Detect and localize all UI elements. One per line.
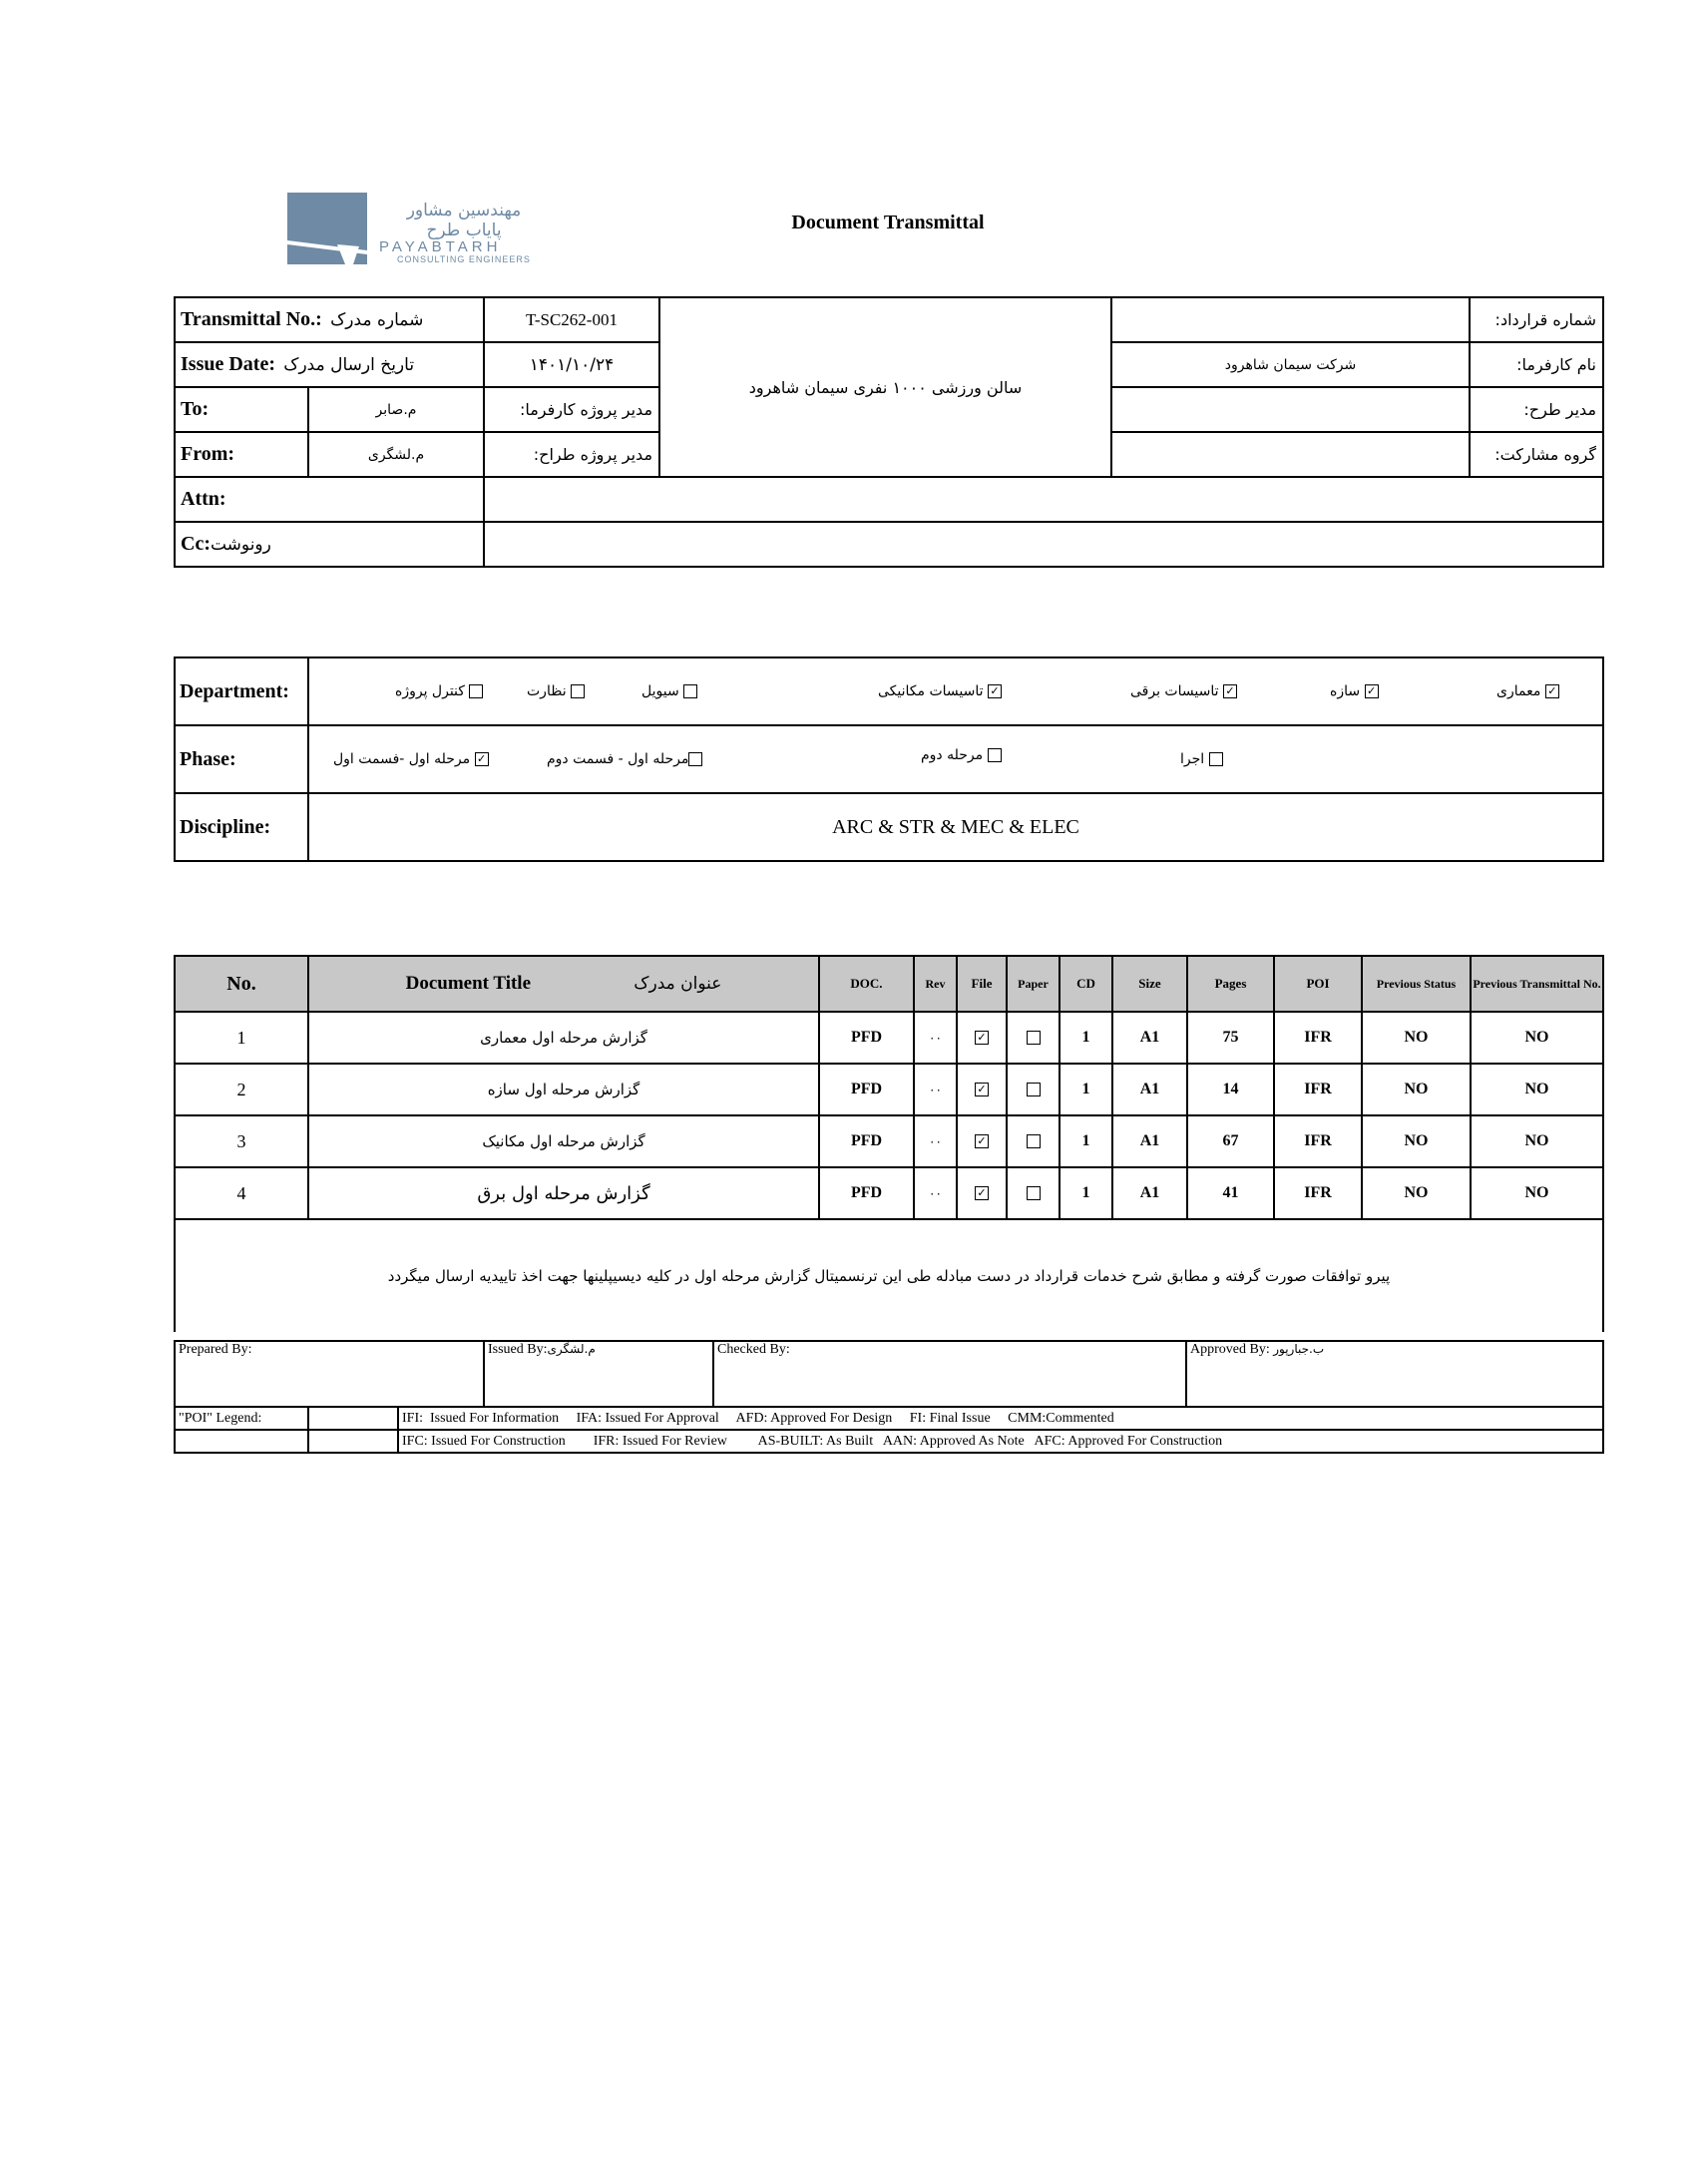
legend-label: "POI" Legend: xyxy=(175,1407,308,1430)
col-file: File xyxy=(957,956,1007,1012)
to-value: م.صابر xyxy=(308,387,484,432)
row-size: A1 xyxy=(1112,1012,1187,1064)
discipline-value: ARC & STR & MEC & ELEC xyxy=(308,793,1603,861)
poi-legend-table xyxy=(174,1406,1604,1454)
approved-by-cell xyxy=(1186,1341,1603,1407)
department-option-supervision[interactable]: نظارت xyxy=(527,682,585,700)
contract-no-label: شماره قرارداد: xyxy=(1470,297,1603,342)
col-title-fa: عنوان مدرک xyxy=(634,974,722,994)
legend-spacer xyxy=(308,1407,398,1430)
approved-by-value: ب.جبارپور xyxy=(1273,1342,1325,1356)
col-prev-status: Previous Status xyxy=(1362,956,1471,1012)
cc-label-cell xyxy=(175,522,484,567)
department-option-project-control[interactable]: کنترل پروژه xyxy=(395,682,483,700)
row-poi: IFR xyxy=(1274,1115,1362,1167)
checked-by-cell xyxy=(713,1341,1186,1407)
attn-value xyxy=(484,477,1603,522)
row-title: گزارش مرحله اول معماری xyxy=(308,1012,819,1064)
row-pages: 75 xyxy=(1187,1012,1274,1064)
page-title: Document Transmittal xyxy=(791,212,985,233)
row-file xyxy=(957,1012,1007,1064)
row-cd: 1 xyxy=(1060,1064,1112,1115)
design-manager-value xyxy=(1111,387,1470,432)
col-rev: Rev xyxy=(914,956,957,1012)
approved-by-label: Approved By: xyxy=(1190,1342,1270,1357)
project-name: سالن ورزشی ۱۰۰۰ نفری سیمان شاهرود xyxy=(659,297,1111,477)
row-prev-transmittal: NO xyxy=(1471,1064,1603,1115)
row-prev-status: NO xyxy=(1362,1064,1471,1115)
partner-label: گروه مشارکت: xyxy=(1470,432,1603,477)
checkbox-icon: ✓ xyxy=(1545,684,1559,698)
attn-label: Attn: xyxy=(175,477,484,522)
transmittal-header-table xyxy=(174,296,1604,568)
client-value: شرکت سیمان شاهرود xyxy=(1111,342,1470,387)
row-title: گزارش مرحله اول سازه xyxy=(308,1064,819,1115)
to-role-label: مدیر پروژه کارفرما: xyxy=(484,387,659,432)
row-paper xyxy=(1007,1115,1060,1167)
note-row xyxy=(175,1219,1603,1332)
row-file xyxy=(957,1064,1007,1115)
row-prev-transmittal: NO xyxy=(1471,1115,1603,1167)
row-rev: ۰۰ xyxy=(914,1167,957,1219)
checkbox-icon: ✓ xyxy=(1223,684,1237,698)
row-doc: PFD xyxy=(819,1115,914,1167)
row-paper xyxy=(1007,1064,1060,1115)
logo-name-fa: مهندسین مشاور پایاب طرح xyxy=(406,201,522,240)
row-poi: IFR xyxy=(1274,1167,1362,1219)
checkbox-icon xyxy=(469,684,483,698)
col-paper: Paper xyxy=(1007,956,1060,1012)
department-option-electrical[interactable]: ✓ تاسیسات برقی xyxy=(1130,682,1237,700)
col-pages: Pages xyxy=(1187,956,1274,1012)
checkbox-icon[interactable]: ✓ xyxy=(975,1186,989,1200)
legend-spacer xyxy=(308,1430,398,1453)
row-paper xyxy=(1007,1167,1060,1219)
documents-header-row xyxy=(175,956,1603,1012)
department-table xyxy=(174,656,1604,862)
row-size: A1 xyxy=(1112,1167,1187,1219)
cc-label: Cc: xyxy=(181,533,211,555)
cc-label-fa: رونوشت xyxy=(210,535,271,555)
col-doc: DOC. xyxy=(819,956,914,1012)
logo-subtitle-en: CONSULTING ENGINEERS xyxy=(397,254,531,264)
checkbox-icon xyxy=(688,752,702,766)
col-no: No. xyxy=(175,956,308,1012)
checkbox-icon xyxy=(571,684,585,698)
checkbox-icon[interactable] xyxy=(1027,1134,1041,1148)
row-doc: PFD xyxy=(819,1064,914,1115)
issued-by-cell xyxy=(484,1341,713,1407)
table-row xyxy=(175,1012,1603,1064)
checkbox-icon: ✓ xyxy=(475,752,489,766)
checkbox-icon[interactable]: ✓ xyxy=(975,1134,989,1148)
transmittal-no-label-cell xyxy=(175,297,484,342)
row-prev-status: NO xyxy=(1362,1115,1471,1167)
department-options xyxy=(308,657,1603,725)
checkbox-icon xyxy=(683,684,697,698)
checked-by-label: Checked By: xyxy=(717,1342,790,1357)
row-doc: PFD xyxy=(819,1167,914,1219)
phase-option-first-stage-part-two[interactable]: مرحله اول - فسمت دوم xyxy=(547,750,702,768)
row-doc: PFD xyxy=(819,1012,914,1064)
row-title: گزارش مرحله اول مکانیک xyxy=(308,1115,819,1167)
issue-date-label: Issue Date: xyxy=(181,353,275,375)
issue-date-label-fa: تاریخ ارسال مدرک xyxy=(283,355,415,375)
checkbox-icon[interactable] xyxy=(1027,1083,1041,1096)
transmittal-no-value: T-SC262-001 xyxy=(484,297,659,342)
row-title: گزارش مرحله اول برق xyxy=(308,1167,819,1219)
row-no: 3 xyxy=(175,1115,308,1167)
transmittal-no-label-fa: شماره مدرک xyxy=(330,310,424,330)
row-no: 1 xyxy=(175,1012,308,1064)
transmittal-no-label: Transmittal No.: xyxy=(181,308,322,330)
row-pages: 67 xyxy=(1187,1115,1274,1167)
legend-line-1: IFI: Issued For Information IFA: Issued For Approval AFD: Approved For Design FI: Final Issue CMM:Commented xyxy=(398,1407,1603,1430)
discipline-label: Discipline: xyxy=(175,793,308,861)
table-row xyxy=(175,1167,1603,1219)
phase-options xyxy=(308,725,1603,793)
cc-value xyxy=(484,522,1603,567)
transmittal-note: پیرو توافقات صورت گرفته و مطابق شرح خدمات قرارداد در دست مبادله طی این ترنسمیتال گزارش مرحله اول در کلیه دیسیپلینها جهت اخذ تاییدیه ارسال میگردد xyxy=(175,1219,1603,1332)
checkbox-icon[interactable]: ✓ xyxy=(975,1031,989,1045)
phase-option-first-stage-part-one[interactable]: ✓ مرحله اول -فسمت اول xyxy=(333,750,489,768)
row-rev: ۰۰ xyxy=(914,1115,957,1167)
contract-no-value xyxy=(1111,297,1470,342)
logo-name-en: PAYABTARH xyxy=(379,238,502,255)
row-cd: 1 xyxy=(1060,1167,1112,1219)
logo-mark xyxy=(287,193,367,264)
row-no: 2 xyxy=(175,1064,308,1115)
row-file xyxy=(957,1115,1007,1167)
row-prev-transmittal: NO xyxy=(1471,1012,1603,1064)
row-paper xyxy=(1007,1012,1060,1064)
checkbox-icon[interactable]: ✓ xyxy=(975,1083,989,1096)
department-option-civil[interactable]: سیویل xyxy=(641,682,697,700)
to-label: To: xyxy=(175,387,308,432)
company-logo xyxy=(287,193,537,268)
documents-table xyxy=(174,955,1604,1332)
row-prev-status: NO xyxy=(1362,1012,1471,1064)
table-row xyxy=(175,1115,1603,1167)
row-pages: 14 xyxy=(1187,1064,1274,1115)
checkbox-icon[interactable] xyxy=(1027,1031,1041,1045)
issue-date-label-cell xyxy=(175,342,484,387)
row-prev-transmittal: NO xyxy=(1471,1167,1603,1219)
phase-label: Phase: xyxy=(175,725,308,793)
phase-option-execution[interactable]: اجرا xyxy=(1180,750,1223,768)
phase-option-second-stage[interactable]: مرحله دوم xyxy=(921,746,1002,764)
col-cd: CD xyxy=(1060,956,1112,1012)
from-role-label: مدیر پروژه طراح: xyxy=(484,432,659,477)
col-poi: POI xyxy=(1274,956,1362,1012)
row-rev: ۰۰ xyxy=(914,1012,957,1064)
checkbox-icon[interactable] xyxy=(1027,1186,1041,1200)
col-title xyxy=(308,956,819,1012)
signatures-table xyxy=(174,1340,1604,1408)
legend-line-2: IFC: Issued For Construction IFR: Issued For Review AS-BUILT: As Built AAN: Approved As Note AFC: Approved For Construction xyxy=(398,1430,1603,1453)
checkbox-icon xyxy=(1209,752,1223,766)
checkbox-icon: ✓ xyxy=(1365,684,1379,698)
issued-by-label: Issued By: xyxy=(488,1342,548,1357)
row-no: 4 xyxy=(175,1167,308,1219)
checkbox-icon xyxy=(988,748,1002,762)
from-value: م.لشگری xyxy=(308,432,484,477)
department-option-mechanical[interactable]: ✓ تاسیسات مکانیکی xyxy=(878,682,1002,700)
issue-date-value: ۱۴۰۱/۱۰/۲۴ xyxy=(484,342,659,387)
department-option-architecture[interactable]: ✓ معماری xyxy=(1496,682,1559,700)
row-prev-status: NO xyxy=(1362,1167,1471,1219)
row-cd: 1 xyxy=(1060,1012,1112,1064)
issued-by-value: م.لشگری xyxy=(547,1342,596,1356)
col-title-en: Document Title xyxy=(405,973,532,994)
from-label: From: xyxy=(175,432,308,477)
row-cd: 1 xyxy=(1060,1115,1112,1167)
design-manager-label: مدیر طرح: xyxy=(1470,387,1603,432)
row-size: A1 xyxy=(1112,1115,1187,1167)
row-size: A1 xyxy=(1112,1064,1187,1115)
table-row xyxy=(175,1064,1603,1115)
prepared-by-label: Prepared By: xyxy=(179,1342,252,1357)
row-pages: 41 xyxy=(1187,1167,1274,1219)
department-option-structure[interactable]: ✓ سازه xyxy=(1330,682,1379,700)
col-size: Size xyxy=(1112,956,1187,1012)
prepared-by-cell xyxy=(175,1341,484,1407)
client-label: نام کارفرما: xyxy=(1470,342,1603,387)
partner-value xyxy=(1111,432,1470,477)
row-rev: ۰۰ xyxy=(914,1064,957,1115)
department-label: Department: xyxy=(175,657,308,725)
col-prev-transmittal: Previous Transmittal No. xyxy=(1471,956,1603,1012)
row-poi: IFR xyxy=(1274,1064,1362,1115)
legend-blank xyxy=(175,1430,308,1453)
checkbox-icon: ✓ xyxy=(988,684,1002,698)
row-poi: IFR xyxy=(1274,1012,1362,1064)
row-file xyxy=(957,1167,1007,1219)
